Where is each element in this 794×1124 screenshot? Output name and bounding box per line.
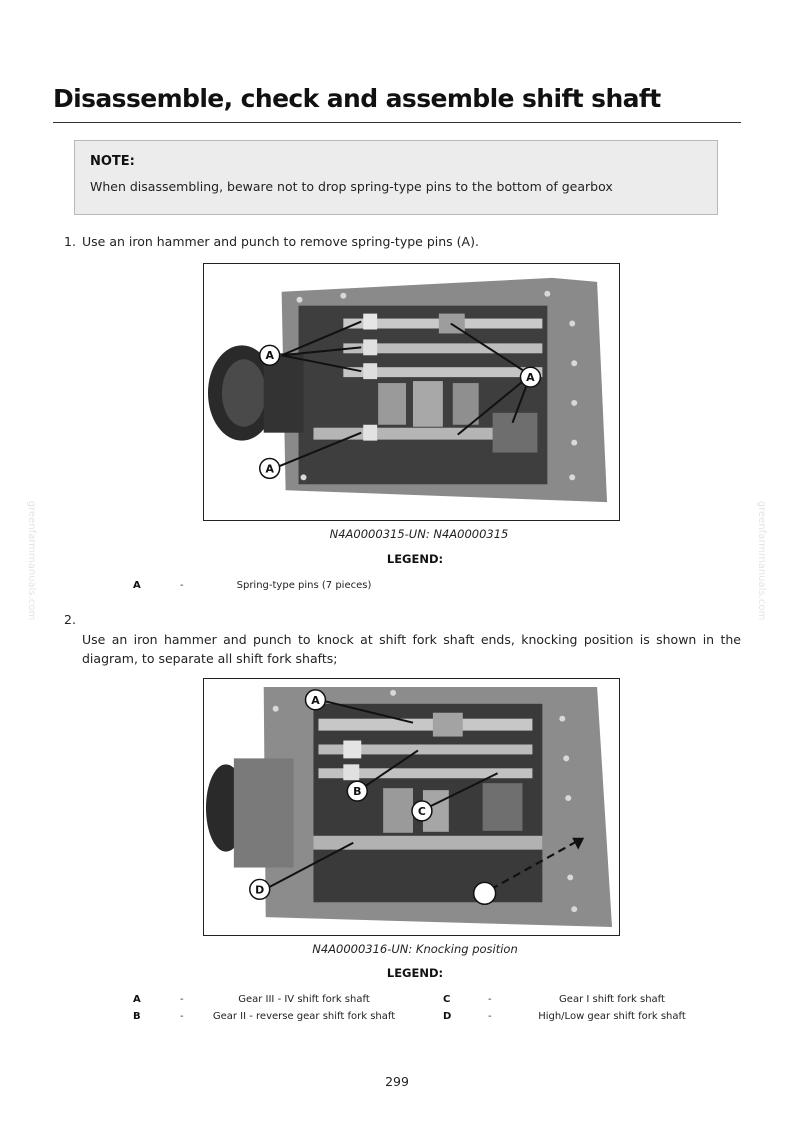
figure-1-callout-a2: A (265, 462, 274, 476)
note-label: NOTE: (90, 154, 135, 169)
gearbox-photo-1 (204, 264, 619, 520)
note-text: When disassembling, beware not to drop spring-type pins to the bottom of gearbox (90, 179, 613, 194)
figure-2-caption: N4A0000316-UN: Knocking position (312, 942, 518, 956)
legend-1-desc: Spring-type pins (7 pieces) (236, 580, 372, 591)
legend-2-key-d: D (443, 1011, 452, 1022)
legend-2-key-a: A (133, 994, 141, 1005)
watermark-left: greenfarmmanuals.com (26, 500, 38, 621)
figure-2-callout-d: D (255, 883, 265, 897)
step-2-text: Use an iron hammer and punch to knock at shift fork shaft ends, knocking position is shown in the diagram, to separate all shift fork shafts; (82, 632, 741, 666)
watermark-right: greenfarmmanuals.com (756, 500, 768, 621)
page-title: Disassemble, check and assemble shift shaft (53, 84, 661, 113)
legend-2-desc-a: Gear III - IV shift fork shaft (238, 994, 370, 1005)
figure-2-callout-b: B (353, 785, 362, 799)
legend-2-key-b: B (133, 1011, 141, 1022)
legend-2-dash-b: - (180, 1011, 184, 1022)
legend-2-dash-d: - (488, 1011, 492, 1022)
figure-2-callout-a: A (311, 693, 320, 707)
figure-1-photo (203, 263, 620, 521)
figure-2-callout-c: C (417, 804, 426, 818)
legend-2-dash-a: - (180, 994, 184, 1005)
figure-1-callout-a3: A (526, 371, 535, 385)
figure-1-legend-title: LEGEND: (386, 552, 444, 566)
figure-1-caption: N4A0000315-UN: N4A0000315 (329, 527, 509, 541)
legend-1-key: A (133, 580, 141, 591)
step-2-number: 2. (64, 612, 76, 627)
step-1-number: 1. (64, 234, 76, 249)
page-number: 299 (385, 1074, 409, 1089)
figure-2-photo (203, 678, 620, 936)
legend-2-desc-b: Gear II - reverse gear shift fork shaft (212, 1011, 396, 1022)
figure-2-legend-title: LEGEND: (386, 966, 444, 980)
legend-2-dash-c: - (488, 994, 492, 1005)
legend-2-desc-c: Gear I shift fork shaft (559, 994, 665, 1005)
legend-2-desc-d: High/Low gear shift fork shaft (538, 1011, 686, 1022)
step-1 (64, 234, 479, 249)
step-1-text: Use an iron hammer and punch to remove spring-type pins (A). (82, 234, 479, 249)
title-divider (53, 122, 741, 123)
note-box (74, 140, 718, 215)
legend-1-dash: - (180, 580, 184, 591)
figure-1-callout-a1: A (265, 349, 274, 363)
legend-2-key-c: C (443, 994, 451, 1005)
gearbox-photo-2 (204, 679, 619, 935)
